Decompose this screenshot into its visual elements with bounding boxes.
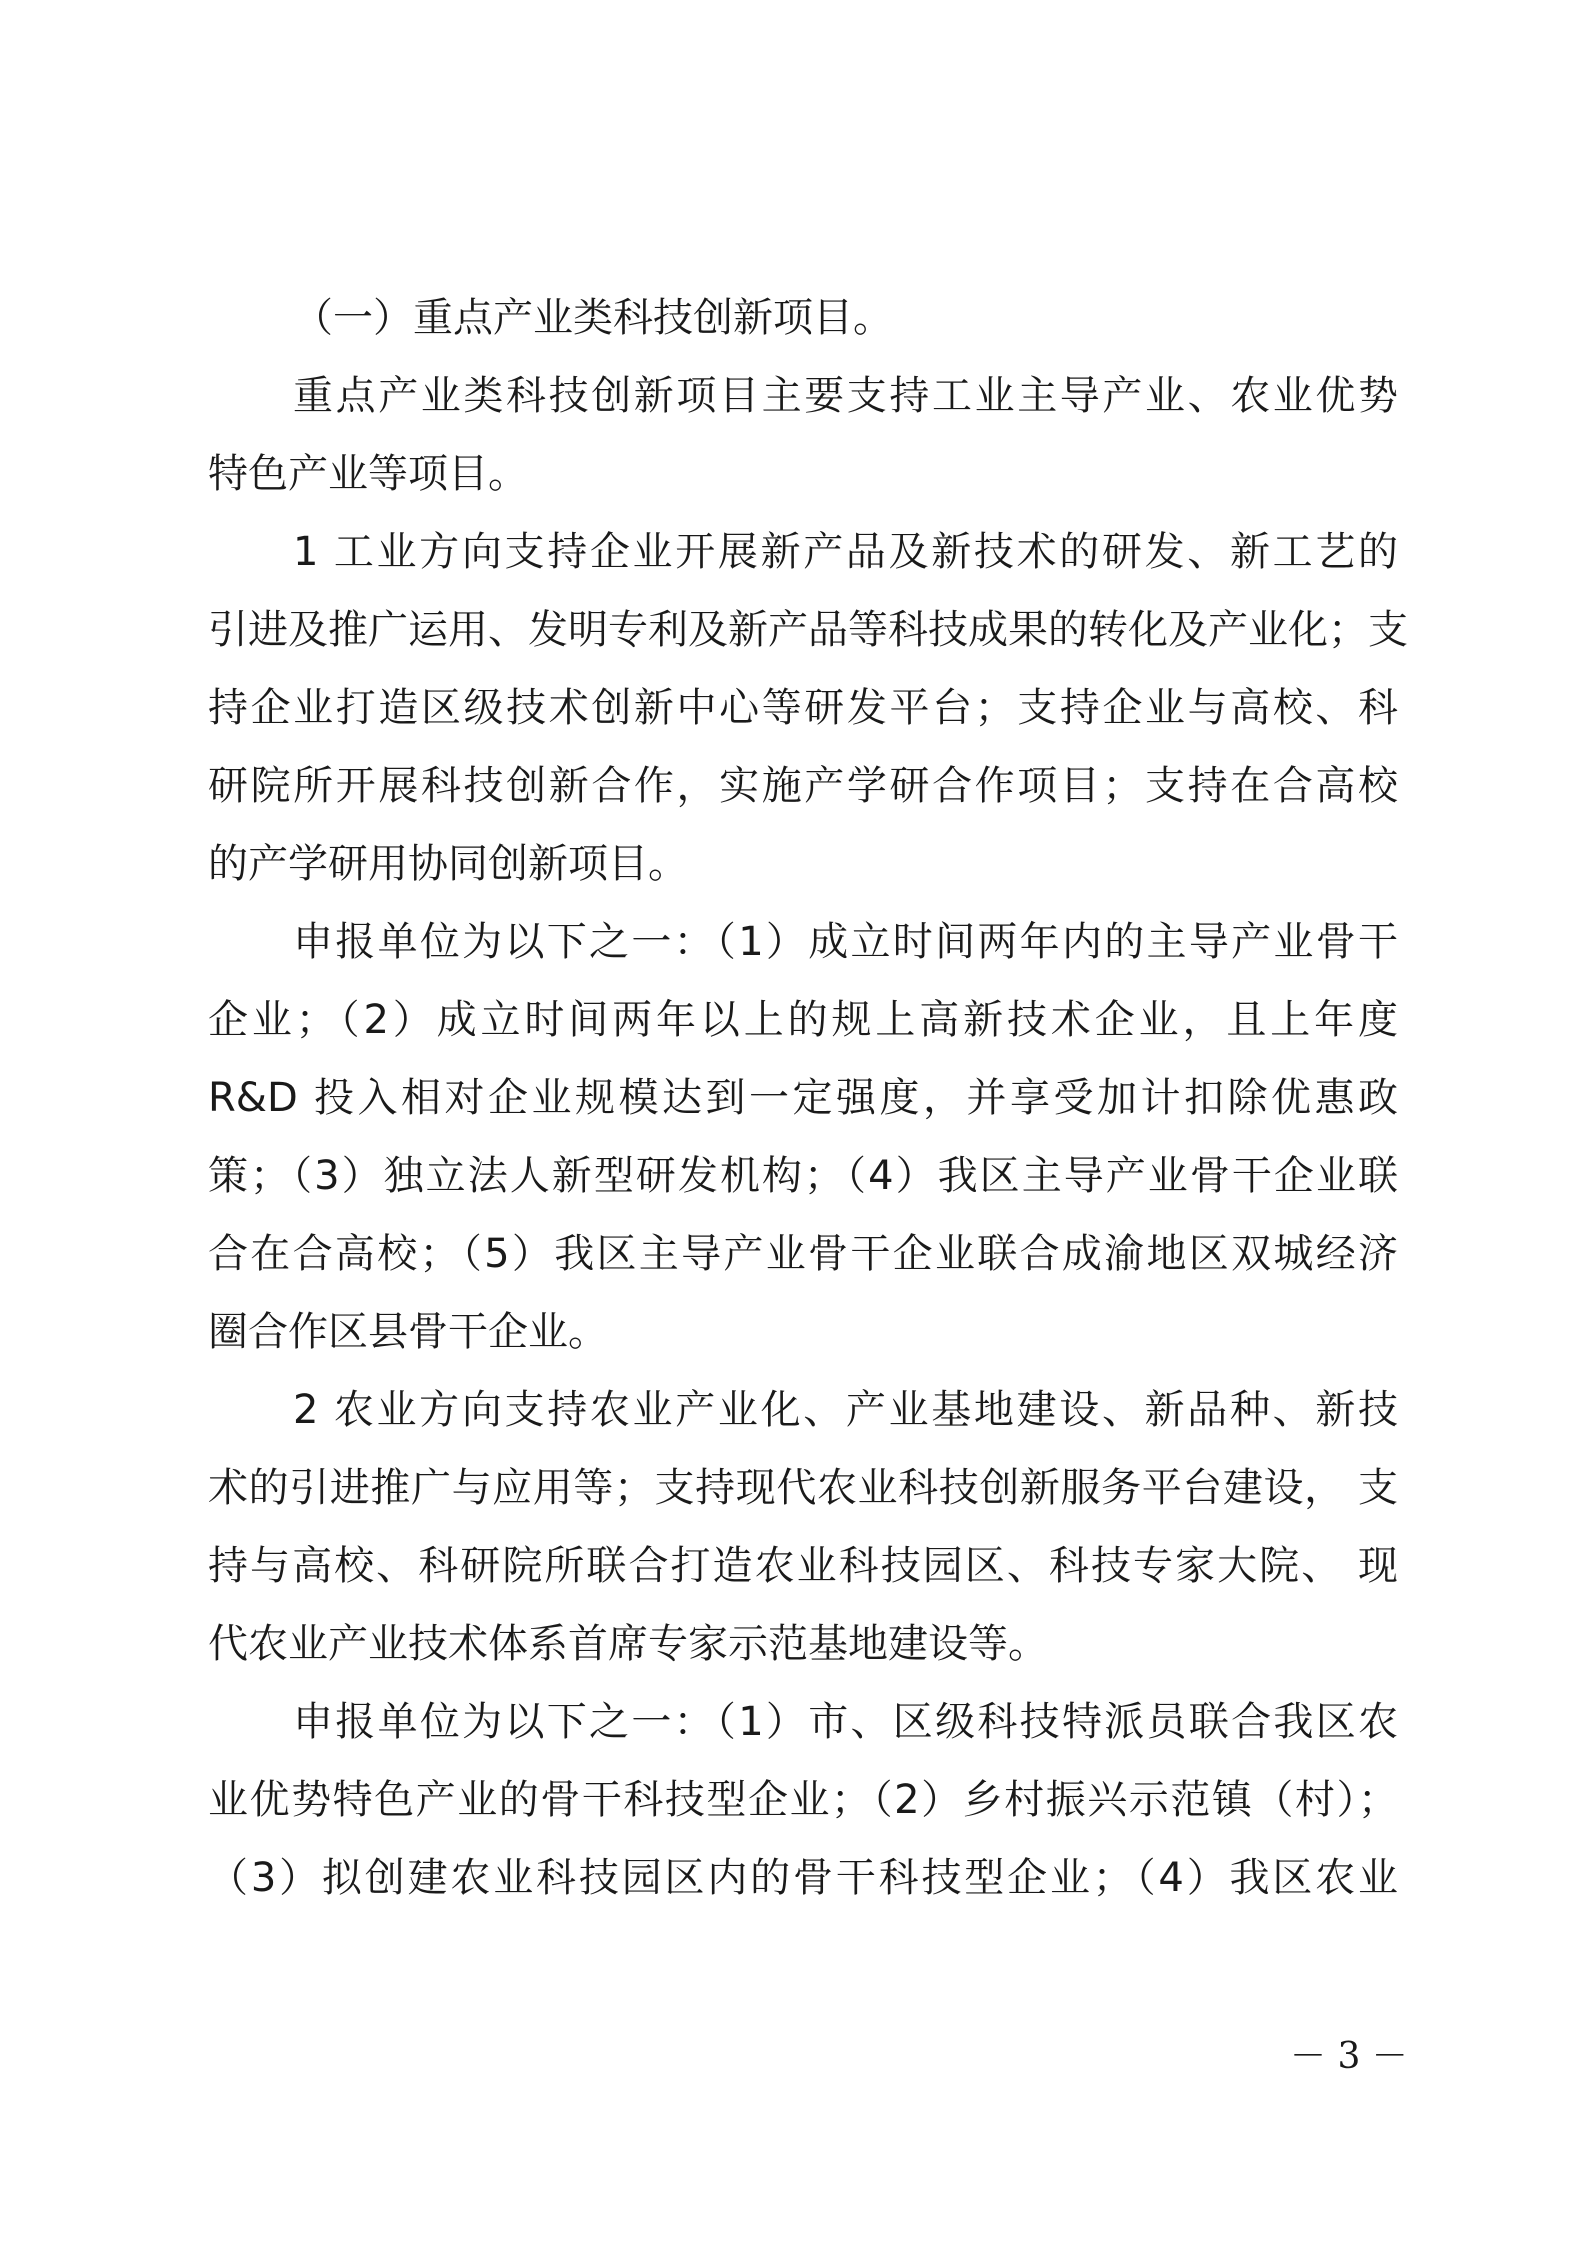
paragraph-line: 持与高校、科研院所联合打造农业科技园区、科技专家大院、 现 xyxy=(208,1543,1398,1589)
page-number: － 3 － xyxy=(1290,2036,1408,2077)
paragraph-line: 圈合作区县骨干企业。 xyxy=(208,1309,608,1355)
paragraph-line: 引进及推广运用、发明专利及新产品等科技成果的转化及产业化；支 xyxy=(208,607,1408,653)
paragraph-line: 术的引进推广与应用等；支持现代农业科技创新服务平台建设， 支 xyxy=(208,1465,1398,1511)
paragraph-line: 合在合高校；（5）我区主导产业骨干企业联合成渝地区双城经济 xyxy=(208,1231,1398,1277)
paragraph-line: 持企业打造区级技术创新中心等研发平台；支持企业与高校、科 xyxy=(208,685,1398,731)
paragraph-line: 1 工业方向支持企业开展新产品及新技术的研发、新工艺的 xyxy=(293,529,1398,575)
paragraph-line: （3）拟创建农业科技园区内的骨干科技型企业；（4）我区农业 xyxy=(208,1855,1398,1901)
paragraph-line: 策；（3）独立法人新型研发机构；（4）我区主导产业骨干企业联 xyxy=(208,1153,1398,1199)
paragraph-line: 特色产业等项目。 xyxy=(208,451,528,497)
section-heading: （一）重点产业类科技创新项目。 xyxy=(293,295,893,341)
paragraph-line: 重点产业类科技创新项目主要支持工业主导产业、农业优势 xyxy=(293,373,1398,419)
paragraph-line: 代农业产业技术体系首席专家示范基地建设等。 xyxy=(208,1621,1048,1667)
paragraph-line: R&D 投入相对企业规模达到一定强度，并享受加计扣除优惠政 xyxy=(208,1075,1398,1121)
paragraph-line: 业优势特色产业的骨干科技型企业；（2）乡村振兴示范镇（村）； xyxy=(208,1777,1398,1823)
paragraph-line: 的产学研用协同创新项目。 xyxy=(208,841,688,887)
paragraph-line: 企业；（2）成立时间两年以上的规上高新技术企业，且上年度 xyxy=(208,997,1398,1043)
paragraph-line: 研院所开展科技创新合作，实施产学研合作项目；支持在合高校 xyxy=(208,763,1398,809)
paragraph-line: 申报单位为以下之一：（1）市、区级科技特派员联合我区农 xyxy=(293,1699,1398,1745)
paragraph-line: 2 农业方向支持农业产业化、产业基地建设、新品种、新技 xyxy=(293,1387,1398,1433)
paragraph-line: 申报单位为以下之一：（1）成立时间两年内的主导产业骨干 xyxy=(293,919,1398,965)
